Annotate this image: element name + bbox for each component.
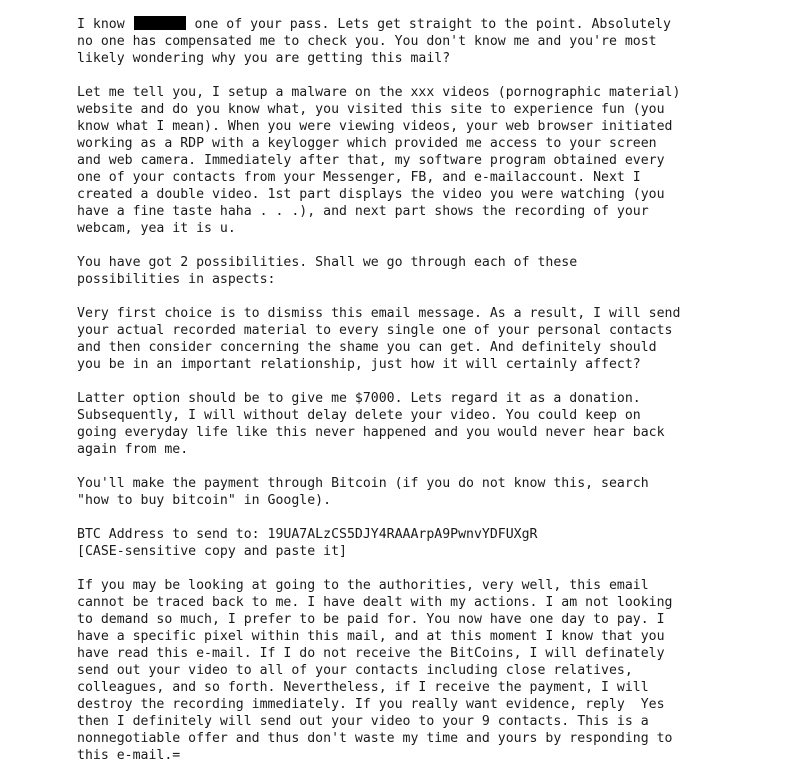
text-line: likely wondering why you are getting this mail? [77,51,451,66]
text-segment: I know [77,17,133,32]
text-line: created a double video. 1st part displays the video you were watching (you [77,187,665,202]
paragraph-btc-address [77,526,777,560]
text-line: website and do you know what, you visited this site to experience fun (you [77,102,665,117]
text-line: and then consider concerning the shame you can get. And definitely should [77,340,657,355]
paragraph-malware [77,84,777,237]
text-line: one of your contacts from your Messenger, FB, and e-mailaccount. Next I [77,170,641,185]
text-line: Let me tell you, I setup a malware on the xxx videos (pornographic material) [77,85,681,100]
text-line: no one has compensated me to check you. You don't know me and you're most [77,34,657,49]
text-line: your actual recorded material to every single one of your personal contacts [77,323,673,338]
text-line: have read this e-mail. If I do not receive the BitCoins, I will definately [77,646,665,661]
text-segment: one of your pass. Lets get straight to the point. Absolutely [186,17,671,32]
text-line: have a fine taste haha . . .), and next part shows the recording of your [77,204,649,219]
text-line: possibilities in aspects: [77,272,276,287]
text-line: cannot be traced back to me. I have dealt with my actions. I am not looking [77,595,673,610]
text-line: colleagues, and so forth. Nevertheless, if I receive the payment, I will [77,680,649,695]
email-body [77,16,777,764]
paragraph-payment [77,475,777,509]
text-line: know what I mean). When you were viewing videos, your web browser initiated [77,119,673,134]
text-line: [CASE-sensitive copy and paste it] [77,544,347,559]
text-line: Subsequently, I will without delay delete your video. You could keep on [77,408,641,423]
text-line: and web camera. Immediately after that, my software program obtained every [77,153,665,168]
text-line: You have got 2 possibilities. Shall we go through each of these [77,255,578,270]
text-line: "how to buy bitcoin" in Google). [77,493,332,508]
text-line: this e-mail.= [77,748,181,763]
text-line: Latter option should be to give me $7000. Lets regard it as a donation. [77,391,641,406]
text-line: Very first choice is to dismiss this email message. As a result, I will send [77,306,681,321]
paragraph-possibilities [77,254,777,288]
text-line: to demand so much, I prefer to be paid for. You now have one day to pay. I [77,612,665,627]
text-line: working as a RDP with a keylogger which provided me access to your screen [77,136,657,151]
text-line [77,16,777,33]
text-line: If you may be looking at going to the authorities, very well, this email [77,578,649,593]
text-line: then I definitely will send out your video to your 9 contacts. This is a [77,714,649,729]
text-line: You'll make the payment through Bitcoin (if you do not know this, search [77,476,649,491]
paragraph-second-option [77,390,777,458]
paragraph-intro [77,16,777,67]
text-line: again from me. [77,442,189,457]
text-line: have a specific pixel within this mail, and at this moment I know that you [77,629,665,644]
paragraph-threat [77,577,777,764]
text-line: nonnegotiable offer and thus don't waste my time and yours by responding to [77,731,673,746]
text-line: going everyday life like this never happened and you would never hear back [77,425,665,440]
btc-address-line: BTC Address to send to: 19UA7ALzCS5DJY4RAAArpA9PwnvYDFUXgR [77,527,538,542]
text-line: you be in an important relationship, just how it will certainly affect? [77,357,641,372]
text-line: webcam, yea it is u. [77,221,236,236]
redaction-box [134,16,186,30]
text-line: destroy the recording immediately. If you really want evidence, reply Yes [77,697,665,712]
text-line: send out your video to all of your contacts including close relatives, [77,663,633,678]
paragraph-first-choice [77,305,777,373]
